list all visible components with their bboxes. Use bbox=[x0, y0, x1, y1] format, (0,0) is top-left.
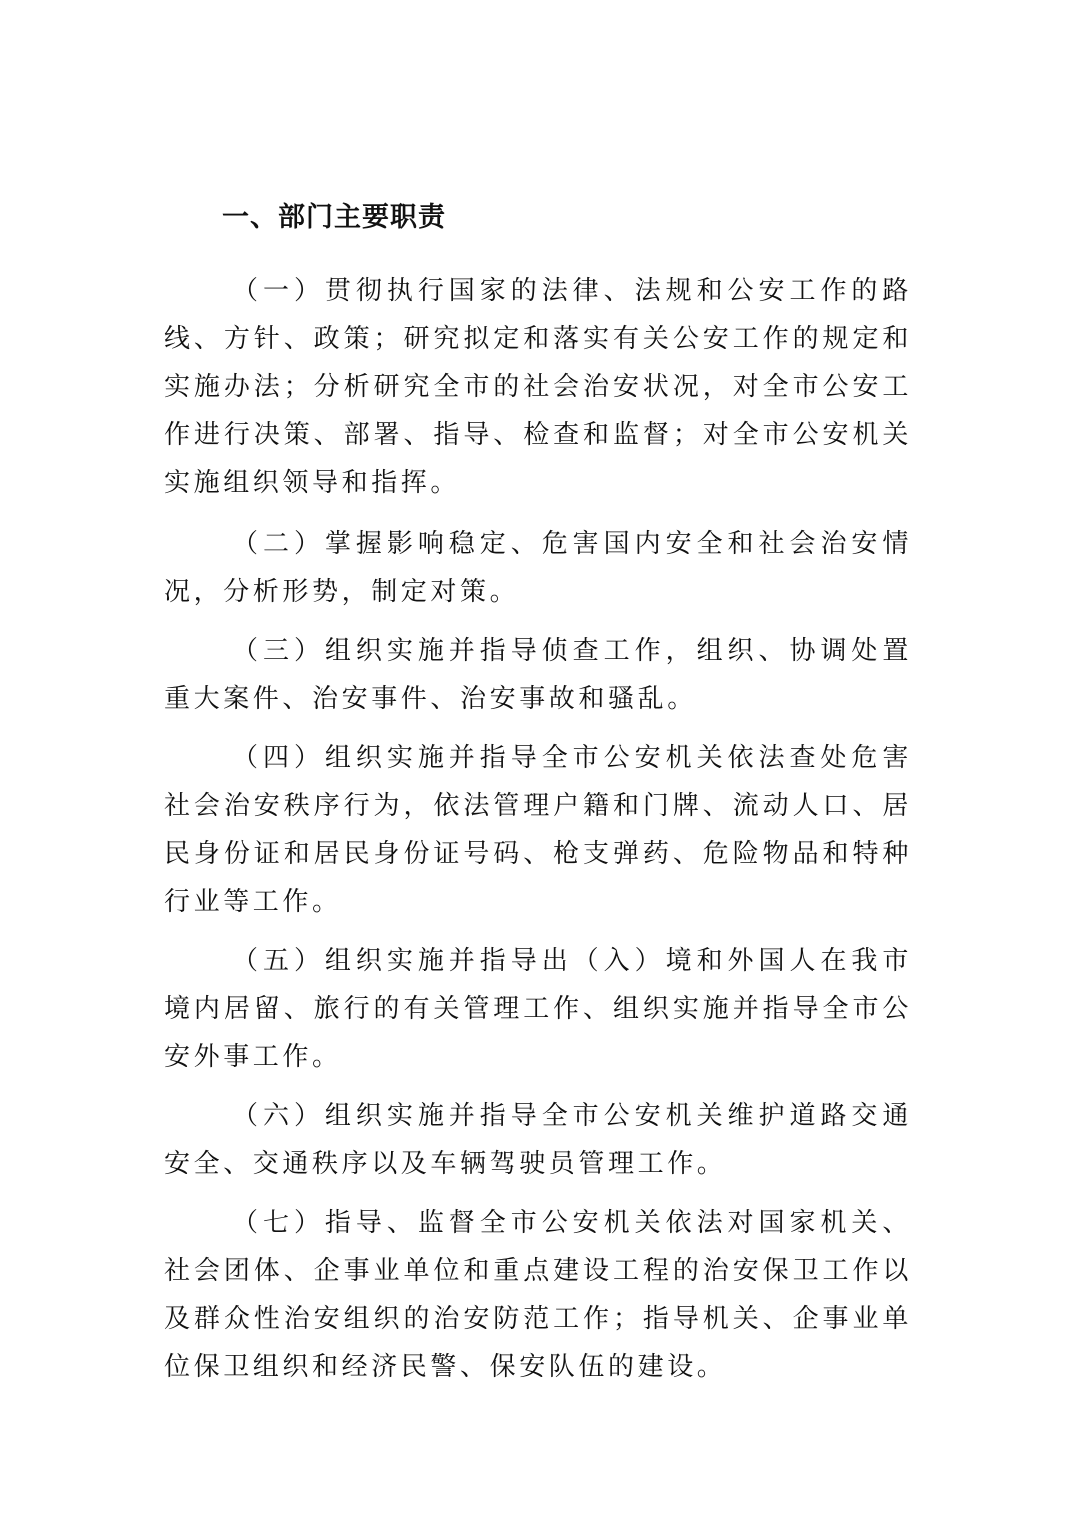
duty-paragraph-4: （四）组织实施并指导全市公安机关依法查处危害社会治安秩序行为，依法管理户籍和门牌、流动人口、居民身份证和居民身份证号码、枪支弹药、危险物品和特种行业等工作。 bbox=[164, 743, 912, 917]
duty-paragraph-3: （三）组织实施并指导侦查工作，组织、协调处置重大案件、治安事件、治安事故和骚乱。 bbox=[164, 636, 912, 714]
section-heading: 一、部门主要职责 bbox=[222, 202, 446, 233]
duty-paragraph-1: （一）贯彻执行国家的法律、法规和公安工作的路线、方针、政策；研究拟定和落实有关公安工作的规定和实施办法；分析研究全市的社会治安状况，对全市公安工作进行决策、部署、指导、检查和监督；对全市公安机关实施组织领导和指挥。 bbox=[164, 276, 912, 498]
duty-paragraph-6: （六）组织实施并指导全市公安机关维护道路交通安全、交通秩序以及车辆驾驶员管理工作。 bbox=[164, 1101, 912, 1179]
duty-paragraph-2: （二）掌握影响稳定、危害国内安全和社会治安情况，分析形势，制定对策。 bbox=[164, 529, 912, 607]
duty-paragraph-7: （七）指导、监督全市公安机关依法对国家机关、社会团体、企事业单位和重点建设工程的治安保卫工作以及群众性治安组织的治安防范工作；指导机关、企事业单位保卫组织和经济民警、保安队伍的建设。 bbox=[164, 1208, 912, 1382]
duty-paragraph-5: （五）组织实施并指导出（入）境和外国人在我市境内居留、旅行的有关管理工作、组织实施并指导全市公安外事工作。 bbox=[164, 946, 912, 1072]
